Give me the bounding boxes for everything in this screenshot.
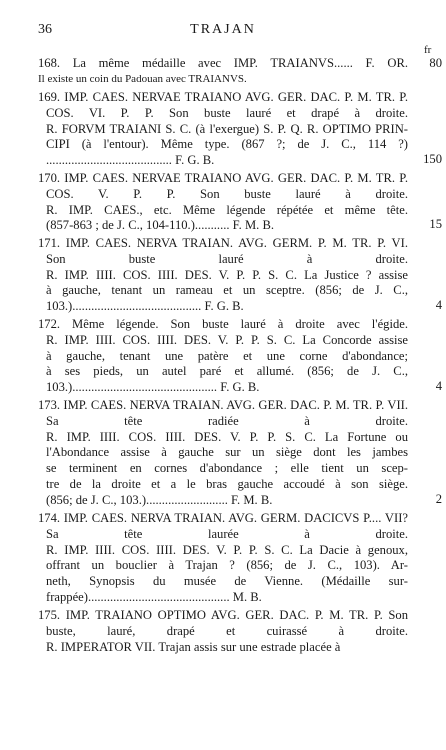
catalogue-entry [38,90,442,169]
reverse-line: R. IMP. IIII. COS. IIII. DES. V. P. P. S. C. La Dacie à genoux, [46,542,408,557]
catalogue-entry [38,171,442,234]
reverse-line: offrant un bouclier à Trajan ? (856; de J. C., 103). Ar- [46,558,408,573]
entry-line: Son buste lauré à droite. [46,251,408,266]
reverse-line: CIPI (à l'entour). Même type. (867 ?; de J. C., 114 ?) [46,137,408,152]
catalogue-entry [38,511,408,606]
entry-line: Sa tête laurée à droite. [46,526,408,541]
entry-line: 174. IMP. CAES. NERVA TRAIAN. AVG. GERM. DACICVS P.... VII? [38,511,408,525]
reverse-line: R. IMP. CAES., etc. Même légende répétée et même tête. [46,202,408,217]
entry-line: 172. Même légende. Son buste lauré à droite avec l'égide. [38,317,408,331]
catalogue-entry [38,608,408,655]
catalogue-entry [38,317,442,396]
reverse-line: neth, Synopsis du musée de Vienne. (Médaille sur- [46,574,408,589]
catalogue-entry [38,236,442,315]
reverse-line: R. IMPERATOR VII. Trajan assis sur une estrade placée à [46,639,341,654]
entry-line: 171. IMP. CAES. NERVA TRAIAN. AVG. GERM. P. M. TR. P. VI. [38,236,408,250]
reverse-line: (856; de J. C., 103.).......................... F. M. B. [46,492,273,507]
entry-line: 173. IMP. CAES. NERVA TRAIAN. AVG. GER. DAC. P. M. TR. P. VII. [38,398,408,412]
reverse-line: R. IMP. IIII. COS. IIII. DES. V. P. P. S. C. La Concorde assise [46,332,408,347]
entry-line: 168. La même médaille avec IMP. TRAIANVS...... F. OR. [38,56,408,70]
reverse-line: ........................................ F. G. B. [46,153,215,168]
catalogue-entry [38,398,442,509]
entry-price: 80 [429,55,442,70]
reverse-line: 103.)......................................... F. G. B. [46,299,244,314]
entry-note: Il existe un coin du Padouan avec TRAIANVS. [38,72,247,85]
entry-line: buste, lauré, drapé et cuirassé à droite. [46,623,408,638]
reverse-line: R. IMP. IIII. COS. IIII. DES. V. P. P. S. C. La Justice ? assise [46,267,408,282]
entry-price: 150 [423,152,442,167]
page-number: 36 [38,22,52,37]
entry-price: 15 [429,217,442,232]
entry-line: 169. IMP. CAES. NERVAE TRAIANO AVG. GER. DAC. P. M. TR. P. [38,90,408,104]
page-title: TRAJAN [190,22,256,37]
entry-line: Sa tête radiée à droite. [46,413,408,428]
entry-price: 4 [435,379,442,394]
entry-price: 2 [435,491,442,506]
reverse-line: tre de la droite et a le bras gauche accoudé à son siège. [46,476,408,491]
reverse-line: (857-863 ; de J. C., 104-110.)........... F. M. B. [46,218,275,233]
page-header [0,22,446,42]
entry-price: 4 [435,298,442,313]
reverse-line: à gauche, tenant un rameau et un sceptre. (856; de J. C., [46,283,408,298]
reverse-line: se terminent en cornes d'abondance ; elle tient un scep- [46,461,408,476]
entry-line: COS. V. P. P. Son buste lauré à droite. [46,186,408,201]
reverse-line: l'Abondance assise à gauche sur un siège dont les jambes [46,445,408,460]
reverse-line: frappée)............................................. M. B. [46,589,262,604]
reverse-line: à ses pieds, un autel paré et allumé. (856; de J. C., [46,364,408,379]
reverse-line: à gauche, tenant une patère et une corne d'abondance; [46,348,408,363]
entry-line: COS. VI. P. P. Son buste lauré et drapé à droite. [46,105,408,120]
entry-line: 170. IMP. CAES. NERVAE TRAIANO AVG. GER. DAC. P. M. TR. P. [38,171,408,185]
currency-label: fr [424,44,432,56]
reverse-line: R. FORVM TRAIANI S. C. (à l'exergue) S. P. Q. R. OPTIMO PRIN- [46,121,408,136]
catalogue-entry [38,55,442,88]
reverse-line: 103.).............................................. F. G. B. [46,380,260,395]
reverse-line: R. IMP. IIII. COS. IIII. DES. V. P. P. S. C. La Fortune ou [46,429,408,444]
entry-line: 175. IMP. TRAIANO OPTIMO AVG. GER. DAC. P. M. TR. P. Son [38,608,408,622]
